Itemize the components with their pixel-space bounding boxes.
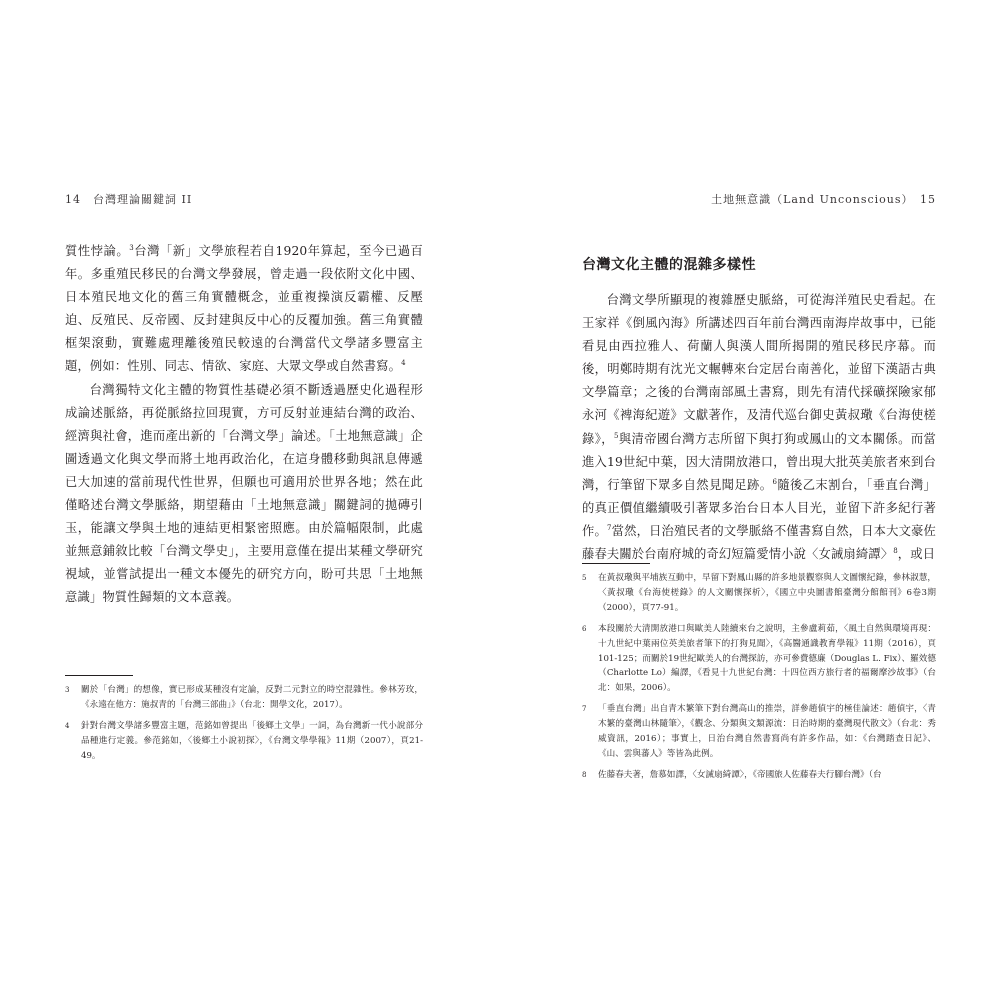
footnote-text: 佐藤春夫著，詹慕如譯，〈女誡扇綺譚〉，《帝國旅人佐藤春夫行腳台灣》（台 <box>598 769 882 780</box>
footnote <box>582 622 936 697</box>
footnote-ref: 6 <box>772 477 778 486</box>
text-run: 與清帝國台灣方志所留下與打狗或鳳山的文本關係。而當進入19世紀中葉，因大清開放港口，曾出現大批英美旅者來到台灣，行筆留下眾多自然見聞足跡。 <box>582 431 936 492</box>
footnote <box>582 571 936 616</box>
right-paragraph <box>582 289 936 566</box>
footnote-ref: 5 <box>613 431 619 440</box>
footnote-number: 4 <box>65 721 70 730</box>
footnote-ref: 4 <box>401 359 406 368</box>
footnote <box>582 702 936 762</box>
text-run: 台灣獨特文化主體的物質性基礎必須不斷透過歷史化過程形成論述脈絡，再從脈絡拉回現實，方可反射並連結台灣的政治、經濟與社會，進而產出新的「台灣文學」論述。「土地無意識」企圖透過文化與文學而將土地再政治化，在這身體移動與訊息傳遞已大加速的當前現代性世界，但願也可適用於世界各地；然在此僅略述台灣文學脈絡，期望藉由「土地無意識」關鍵詞的拋磚引玉，能讓文學與土地的連結更相緊密照應。由於篇幅限制，此處並無意鋪敘比較「台灣文學史」，主要用意僅在提出某種文學研究視域，並嘗試提出一種文本優先的研究方向，盼可共思「土地無意識」物質性歸類的文本意義。 <box>65 382 423 605</box>
right-running-head: 土地無意識（Land Unconscious） 15 <box>711 193 936 206</box>
footnote-text: 關於「台灣」的想像，實已形成某種沒有定論，反對二元對立的時空混雜性。參林芳玫，《永遠在他方：施叔青的「台灣三部曲」》（台北：開學文化，2017）。 <box>81 685 423 710</box>
footnote <box>582 768 936 783</box>
text-run: 台灣「新」文學旅程若自1920年算起，至今已過百年。多重殖民移民的台灣文學發展，曾走過一段依附文化中國、日本殖民地文化的舊三角實體概念，並重複操演反霸權、反壓迫、反殖民、反帝國、反封建與反中心的反覆加強。舊三角實體框架滾動，實難處理離後殖民較遠的台灣當代文學諸多豐富主題，例如：性別、同志、情欲、家庭、大眾文學或自然書寫。 <box>65 244 423 374</box>
footnote-text: 本段關於大清開放港口與歐美人陸續來台之說明，主參盧莉茹，〈風土自然與環境再現：十九世紀中葉兩位英美旅者筆下的打狗見聞〉，《高醫通識教育學報》11期（2016），頁101-125；而關於19世紀歐美人的台灣探訪，亦可參費德廉（Douglas L. Fix）、羅效德（Charlotte Lo）編譯，《看見十九世紀台灣：十四位西方旅行者的福爾摩沙故事》（台北：如果，2006）。 <box>598 623 936 694</box>
right-footnotes <box>582 571 936 789</box>
footnote-text: 「垂直台灣」出自青木繁筆下對台灣高山的推崇，詳參趙偵宇的極佳論述：趙偵宇，〈青木繁的臺灣山林隨筆〉，《觀念、分類與文類源流：日治時期的臺灣現代散文》（台北：秀威資訊，2016）；事實上，日治台灣自然書寫尚有許多作品，如：《台灣踏查日記》、《山、雲與蕃人》等皆為此例。 <box>598 704 936 759</box>
footnote-text: 在黃叔璥與平埔族互動中，早留下對鳳山縣的許多地景觀察與人文圖懷紀錄，參林淑慧，〈黃叔璥《台海使槎錄》的人文關懷探析〉，《國立中央圖書館臺灣分館館刊》6卷3期（2000），頁77-91。 <box>598 573 936 613</box>
footnote <box>65 719 423 764</box>
text-run: 當然，日治殖民者的文學脈絡不僅書寫自然，日本大文豪佐藤春夫關於台南府城的奇幻短篇愛情小說〈女誡扇綺譚〉 <box>582 523 936 562</box>
footnote-rule <box>65 675 133 676</box>
footnote <box>65 683 423 713</box>
footnote-number: 6 <box>582 624 587 633</box>
footnote-number: 7 <box>582 705 587 714</box>
left-footnotes <box>65 683 423 770</box>
text-run: 隨後乙末割台，「垂直台灣」的真正價值繼續吸引著眾多治台日本人目光，並留下許多紀行著作。 <box>582 477 936 538</box>
left-running-head: 14 台灣理論關鍵詞 II <box>65 193 193 206</box>
right-body-text <box>582 289 936 566</box>
footnote-number: 5 <box>582 574 587 582</box>
left-paragraph <box>65 240 423 379</box>
left-body-text <box>65 240 423 610</box>
text-run: 質性悖論。 <box>65 244 130 258</box>
footnote-text: 針對台灣文學諸多豐富主題，范銘如曾提出「後鄉土文學」一詞，為台灣新一代小說部分品種進行定義。參范銘如，〈後鄉土小說初探〉，《台灣文學學報》11期（2007），頁21-49。 <box>81 720 423 761</box>
text-run: ，或日 <box>897 547 936 562</box>
footnote-ref: 3 <box>129 244 134 252</box>
footnote-rule <box>582 563 650 564</box>
footnote-ref: 8 <box>893 547 898 556</box>
footnote-ref: 7 <box>606 523 612 532</box>
footnote-number: 8 <box>582 770 587 779</box>
text-run: 台灣文學所顯現的複雜歷史脈絡，可從海洋殖民史看起。在王家祥《倒風內海》所講述四百年前台灣西南海岸故事中，已能看見由西拉雅人、荷蘭人與漢人間所揭開的殖民移民序幕。而後，明鄭時期有沈光文輾轉來台定居台南善化，並留下漢語古典文學篇章；之後的台灣南部風土書寫，則先有清代採礦探險家郁永河《裨海紀遊》文獻著作，及清代巡台御史黃叔璥《台海使槎錄》， <box>582 293 936 446</box>
left-paragraph <box>65 379 423 610</box>
section-heading: 台灣文化主體的混雜多樣性 <box>582 257 756 273</box>
footnote-number: 3 <box>65 686 70 694</box>
